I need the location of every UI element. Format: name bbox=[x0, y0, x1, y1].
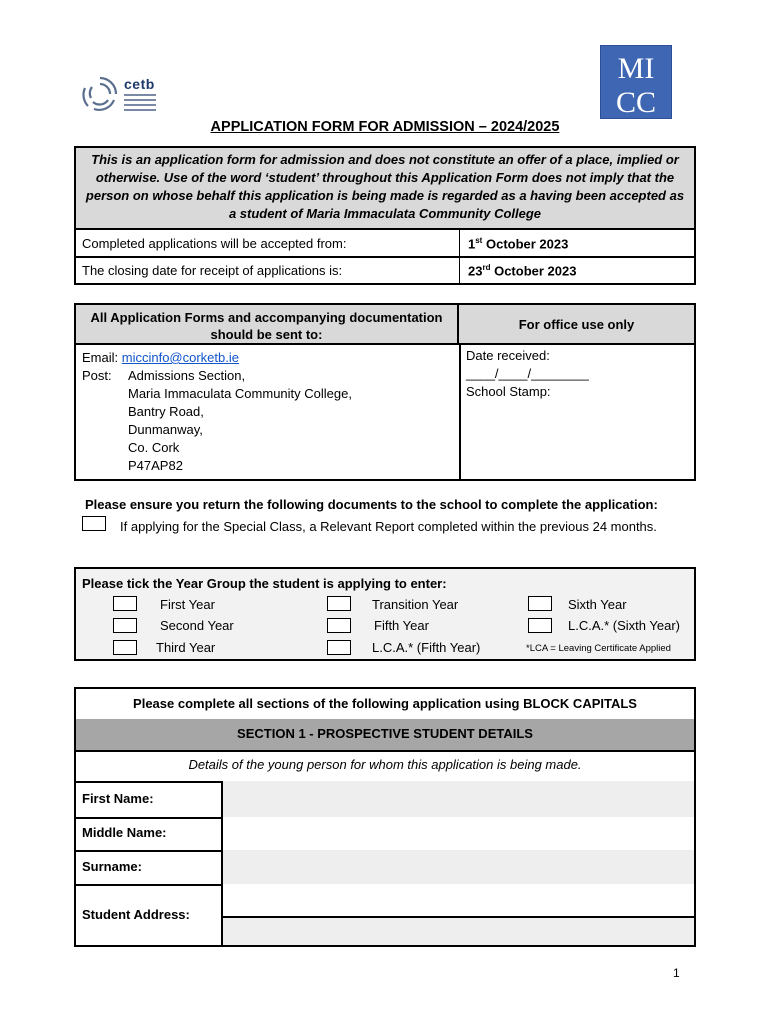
fifth-year-label: Fifth Year bbox=[374, 618, 429, 633]
student-address-line1[interactable] bbox=[221, 884, 694, 918]
sixth-year-checkbox[interactable] bbox=[528, 596, 552, 611]
cetb-logo-text: cetb bbox=[124, 76, 155, 92]
student-address-label: Student Address: bbox=[82, 907, 190, 922]
svg-text:CC: CC bbox=[615, 86, 657, 118]
special-class-checkbox[interactable] bbox=[82, 516, 106, 531]
send-to-box bbox=[74, 303, 696, 481]
second-year-checkbox[interactable] bbox=[113, 618, 137, 633]
third-year-label: Third Year bbox=[156, 640, 216, 655]
sixth-year-label: Sixth Year bbox=[568, 597, 627, 612]
transition-year-checkbox[interactable] bbox=[327, 596, 351, 611]
special-class-requirement: If applying for the Special Class, a Relevant Report completed within the previous 24 months. bbox=[120, 519, 657, 534]
lca-fifth-year-checkbox[interactable] bbox=[327, 640, 351, 655]
first-year-checkbox[interactable] bbox=[113, 596, 137, 611]
first-name-label: First Name: bbox=[82, 791, 154, 806]
lca-footnote: *LCA = Leaving Certificate Applied bbox=[526, 643, 671, 654]
cetb-swirl-icon bbox=[80, 74, 120, 114]
surname-field[interactable] bbox=[221, 850, 694, 884]
year-group-header: Please tick the Year Group the student is applying to enter: bbox=[82, 576, 447, 591]
accepted-from-date: 1st October 2023 bbox=[468, 236, 569, 252]
date-received-label: Date received: bbox=[466, 348, 550, 363]
documents-notice: Please ensure you return the following documents to the school to complete the application: bbox=[85, 497, 658, 512]
block-capitals-instruction: Please complete all sections of the following application using BLOCK CAPITALS bbox=[76, 689, 694, 721]
send-to-address: Email: miccinfo@corketb.ie Post: Admissions Section, Maria Immaculata Community College, Bantry Road, Dunmanway, Co. Cork P47AP82 bbox=[82, 350, 352, 473]
middle-name-row bbox=[76, 817, 694, 852]
student-address-line2[interactable] bbox=[221, 918, 694, 945]
svg-text:MI: MI bbox=[617, 52, 655, 85]
micc-letters-icon bbox=[601, 46, 671, 118]
fifth-year-checkbox[interactable] bbox=[327, 618, 351, 633]
year-group-box bbox=[74, 567, 696, 661]
third-year-checkbox[interactable] bbox=[113, 640, 137, 655]
first-name-field[interactable] bbox=[221, 781, 694, 817]
section1-table bbox=[74, 687, 696, 947]
student-address-row bbox=[76, 884, 694, 945]
cetb-logo-subtext bbox=[124, 94, 156, 114]
middle-name-label: Middle Name: bbox=[82, 825, 167, 840]
accepted-from-row bbox=[74, 230, 696, 258]
school-stamp-label: School Stamp: bbox=[466, 384, 551, 399]
second-year-label: Second Year bbox=[160, 618, 234, 633]
micc-logo bbox=[600, 45, 672, 119]
middle-name-field[interactable] bbox=[221, 817, 694, 850]
send-to-header: All Application Forms and accompanying documentation should be sent to: bbox=[76, 305, 459, 345]
section1-subheading: Details of the young person for whom this application is being made. bbox=[76, 750, 694, 783]
closing-date-value: 23rd October 2023 bbox=[468, 263, 577, 279]
lca-sixth-year-label: L.C.A.* (Sixth Year) bbox=[568, 618, 680, 633]
date-received-field[interactable]: ____/____/________ bbox=[466, 366, 589, 381]
accepted-from-label: Completed applications will be accepted from: bbox=[82, 236, 347, 251]
lca-sixth-year-checkbox[interactable] bbox=[528, 618, 552, 633]
closing-date-label: The closing date for receipt of applications is: bbox=[82, 263, 343, 278]
office-use-header: For office use only bbox=[459, 305, 694, 345]
office-use-area bbox=[466, 347, 589, 401]
closing-date-row bbox=[74, 257, 696, 285]
page-number: 1 bbox=[673, 966, 680, 980]
lca-fifth-year-label: L.C.A.* (Fifth Year) bbox=[372, 640, 481, 655]
section1-heading: SECTION 1 - PROSPECTIVE STUDENT DETAILS bbox=[76, 719, 694, 752]
surname-label: Surname: bbox=[82, 859, 142, 874]
surname-row bbox=[76, 850, 694, 886]
transition-year-label: Transition Year bbox=[372, 597, 459, 612]
first-name-row bbox=[76, 781, 694, 819]
first-year-label: First Year bbox=[160, 597, 215, 612]
page-title: APPLICATION FORM FOR ADMISSION – 2024/2025 bbox=[210, 119, 560, 135]
intro-disclaimer: This is an application form for admission and does not constitute an offer of a place, implied or otherwise. Use of the word ‘student’ throughout this Application Form does not imply that the person on whose behalf this application is being made is regarded as a having been accepted as a student of Maria Immaculata Community College bbox=[74, 146, 696, 230]
cetb-logo bbox=[80, 74, 160, 114]
email-link[interactable]: miccinfo@corketb.ie bbox=[121, 350, 239, 365]
